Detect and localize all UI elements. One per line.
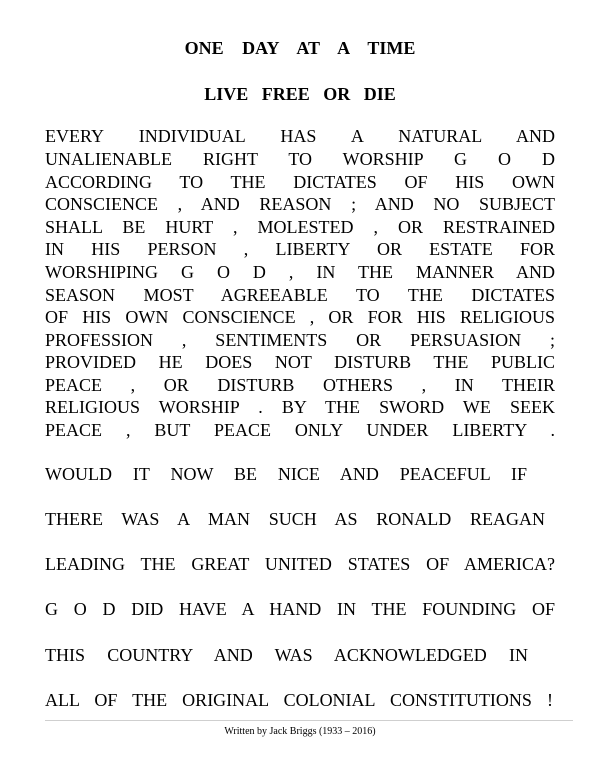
paragraph-line: SEASON MOST AGREEABLE TO THE DICTATES: [45, 285, 555, 305]
footer-divider: [45, 720, 573, 721]
paragraph-line: WORSHIPING G O D , IN THE MANNER AND: [45, 262, 555, 282]
paragraph-line: SHALL BE HURT , MOLESTED , OR RESTRAINED: [45, 217, 555, 237]
paragraph-line: PEACE , OR DISTURB OTHERS , IN THEIR: [45, 375, 555, 395]
paragraph-line: EVERY INDIVIDUAL HAS A NATURAL AND: [45, 126, 555, 146]
closing-line: WOULD IT NOW BE NICE AND PEACEFUL IF: [45, 464, 527, 484]
closing-line: THIS COUNTRY AND WAS ACKNOWLEDGED IN: [45, 645, 528, 665]
closing-line: THERE WAS A MAN SUCH AS RONALD REAGAN: [45, 509, 545, 529]
closing-line: LEADING THE GREAT UNITED STATES OF AMERICA?: [45, 554, 555, 574]
paragraph-line: CONSCIENCE , AND REASON ; AND NO SUBJECT: [45, 194, 555, 214]
closing-line: ALL OF THE ORIGINAL COLONIAL CONSTITUTIONS !: [45, 690, 553, 710]
author-credit: Written by Jack Briggs (1933 – 2016): [224, 726, 376, 737]
page-subtitle: LIVE FREE OR DIE: [204, 84, 396, 104]
paragraph-line: IN HIS PERSON , LIBERTY OR ESTATE FOR: [45, 239, 555, 259]
paragraph-line: PROFESSION , SENTIMENTS OR PERSUASION ;: [45, 330, 555, 350]
paragraph-line: UNALIENABLE RIGHT TO WORSHIP G O D: [45, 149, 555, 169]
paragraph-line: PROVIDED HE DOES NOT DISTURB THE PUBLIC: [45, 352, 555, 372]
closing-line: G O D DID HAVE A HAND IN THE FOUNDING OF: [45, 599, 555, 619]
paragraph-line: OF HIS OWN CONSCIENCE , OR FOR HIS RELIGIOUS: [45, 307, 555, 327]
paragraph-line: PEACE , BUT PEACE ONLY UNDER LIBERTY .: [45, 420, 555, 440]
paragraph-line: RELIGIOUS WORSHIP . BY THE SWORD WE SEEK: [45, 397, 555, 417]
page-title: ONE DAY AT A TIME: [184, 38, 416, 58]
paragraph-line: ACCORDING TO THE DICTATES OF HIS OWN: [45, 172, 555, 192]
